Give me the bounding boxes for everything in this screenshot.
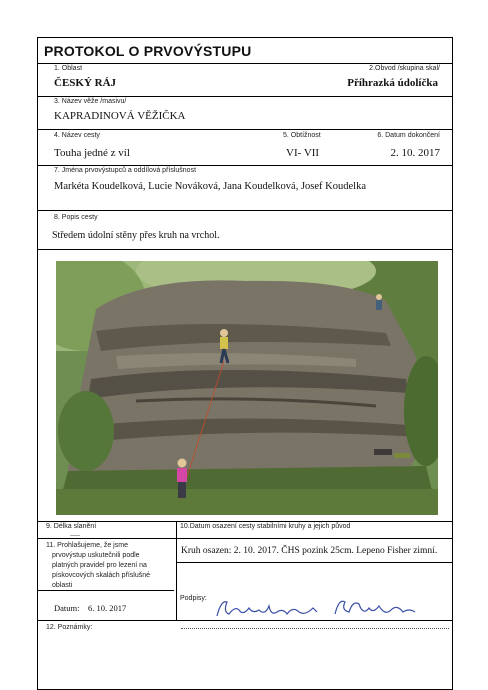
- declaration-line: pískovcových skalách příslušné: [52, 572, 151, 579]
- climbers-label: 7. Jména prvovýstupců a oddílová příslušnost: [54, 167, 197, 174]
- tower-value: KAPRADINOVÁ VĚŽIČKA: [54, 110, 186, 122]
- completion-date-label: 6. Datum dokončení: [377, 132, 440, 139]
- difficulty-value: VI- VII: [286, 147, 320, 159]
- divider: [38, 590, 174, 591]
- declaration-line: prvovýstup uskutečnili podle: [52, 552, 140, 559]
- declaration-line: platných pravidel pro lezení na: [52, 562, 147, 569]
- divider: [38, 521, 452, 522]
- signature-line: [181, 628, 449, 629]
- divider: [38, 620, 452, 621]
- route-photo: [56, 261, 438, 515]
- divider: [176, 521, 177, 620]
- area-label: 1. Oblast: [54, 65, 83, 72]
- completion-date-value: 2. 10. 2017: [390, 147, 440, 159]
- divider: [38, 210, 452, 211]
- date-value: 6. 10. 2017: [88, 603, 127, 613]
- notes-label: 12. Poznámky:: [46, 624, 93, 631]
- date-label: Datum:: [54, 603, 80, 613]
- divider: [38, 129, 452, 130]
- route-value: Touha jedné z víl: [54, 147, 130, 159]
- page-title: PROTOKOL O PRVOVÝSTUPU: [44, 43, 252, 59]
- declaration-line: 11. Prohlašujeme, že jsme: [46, 542, 128, 549]
- signatures-label: Podpisy:: [180, 595, 207, 602]
- bolts-value: Kruh osazen: 2. 10. 2017. ČHS pozink 25cm. Lepeno Fisher zimní.: [181, 546, 438, 556]
- district-label: 2.Obvod /skupina skal/: [369, 65, 440, 72]
- declaration-line: oblasti: [52, 582, 73, 589]
- district-value: Příhrazká údolíčka: [347, 77, 438, 89]
- divider: [38, 538, 452, 539]
- rappel-label: 9. Délka slanění: [46, 523, 97, 530]
- signature-image: [213, 594, 423, 622]
- divider: [38, 63, 452, 64]
- divider: [176, 562, 452, 563]
- divider: [38, 249, 452, 250]
- protocol-form: [37, 37, 453, 690]
- route-label: 4. Název cesty: [54, 132, 100, 139]
- tower-label: 3. Název věže /masivu/: [54, 98, 127, 105]
- description-value: Středem údolní stěny přes kruh na vrchol.: [52, 230, 220, 241]
- bolts-label: 10.Datum osazení cesty stabilními kruhy a jejich původ: [180, 523, 351, 530]
- divider: [38, 165, 452, 166]
- declaration: [46, 541, 174, 591]
- climbers-value: Markéta Koudelková, Lucie Nováková, Jana Koudelková, Josef Koudelka: [54, 181, 366, 192]
- divider: [38, 96, 452, 97]
- difficulty-label: 5. Obtížnost: [283, 132, 321, 139]
- description-label: 8. Popis cesty: [54, 214, 98, 221]
- area-value: ČESKÝ RÁJ: [54, 77, 117, 89]
- rappel-value: -----: [70, 533, 80, 539]
